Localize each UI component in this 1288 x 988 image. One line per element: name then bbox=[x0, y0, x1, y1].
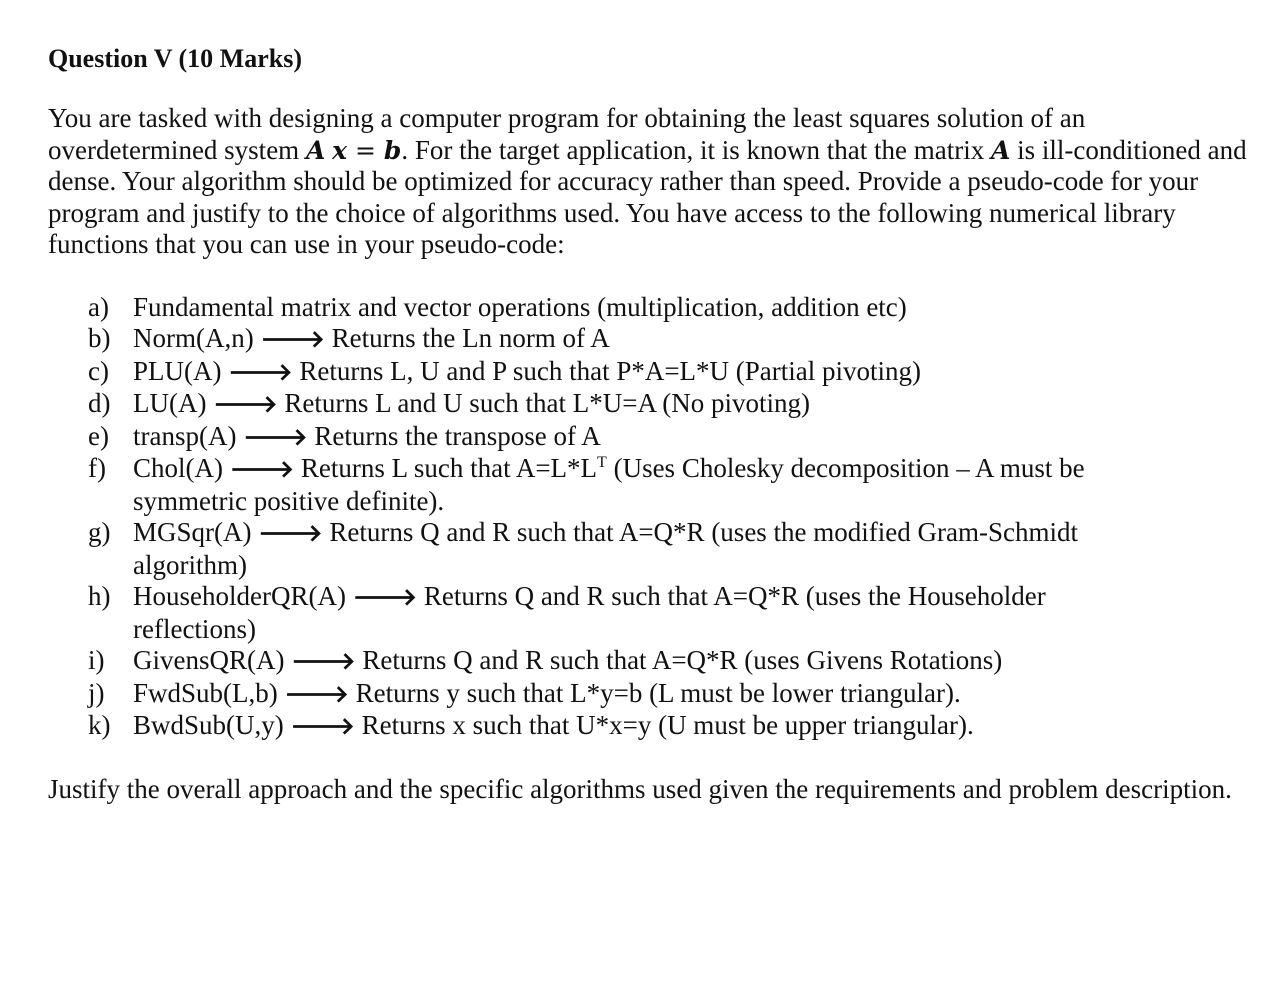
question-heading: Question V (10 Marks) bbox=[48, 44, 302, 73]
list-marker: d) bbox=[88, 388, 111, 418]
function-description: Returns x such that U*x=y (U must be upper triangular). bbox=[354, 710, 974, 740]
math-vector-b: b bbox=[383, 135, 402, 165]
function-description: Returns L such that A=L*L bbox=[294, 453, 598, 483]
list-item-f bbox=[48, 453, 1248, 517]
list-marker: c) bbox=[88, 355, 109, 386]
math-matrix-a-2: A bbox=[990, 135, 1011, 165]
function-description: Returns L, U and P such that P*A=L*U (Partial pivoting) bbox=[292, 355, 922, 386]
question-page bbox=[48, 40, 1248, 805]
intro-text-3: is ill-conditioned and dense. Your algorithm should be optimized for accuracy rather than speed. Provide a pseudo-code for your program and justify to the choice of algorithms used. You have access to the following numerical library functions that you can use in your pseudo-code: bbox=[48, 134, 1247, 259]
list-marker: i) bbox=[88, 645, 105, 675]
list-item-text bbox=[133, 388, 1173, 421]
list-marker: j) bbox=[88, 677, 105, 708]
right-arrow-icon: 🡒 bbox=[352, 583, 418, 611]
function-name: FwdSub(L,b) bbox=[133, 677, 285, 708]
right-arrow-icon: 🡒 bbox=[243, 422, 308, 451]
closing-instruction: Justify the overall approach and the specific algorithms used given the requirements and problem description. bbox=[48, 773, 1232, 804]
function-description: Returns y such that L*y=b (L must be lower triangular). bbox=[348, 677, 961, 708]
function-name: transp(A) bbox=[133, 420, 244, 451]
function-description: Returns Q and R such that A=Q*R (uses the modified Gram-Schmidt algorithm) bbox=[133, 517, 1078, 580]
list-marker: h) bbox=[88, 581, 111, 611]
list-item-d bbox=[48, 388, 1248, 421]
intro-text-1: You are tasked with designing a computer program for obtaining the least squares solution of an overdetermined system bbox=[48, 103, 1086, 165]
list-marker: a) bbox=[88, 291, 109, 322]
intro-text-2: . For the target application, it is known that the matrix bbox=[401, 134, 991, 165]
list-item-text: Fundamental matrix and vector operations (multiplication, addition etc) bbox=[133, 291, 907, 322]
list-item-c bbox=[48, 356, 1248, 389]
right-arrow-icon: 🡒 bbox=[258, 519, 323, 547]
function-description-continued: (Uses Cholesky decomposition – A must be symmetric positive definite). bbox=[133, 453, 1085, 516]
function-description: Returns Q and R such that A=Q*R (uses Givens Rotations) bbox=[355, 645, 1003, 675]
function-name: BwdSub(U,y) bbox=[133, 710, 291, 740]
function-name: MGSqr(A) bbox=[133, 517, 259, 547]
function-description: Returns the Ln norm of A bbox=[324, 323, 610, 353]
list-item-text bbox=[133, 453, 1173, 517]
function-name: Chol(A) bbox=[133, 453, 230, 483]
list-item-g bbox=[48, 517, 1248, 581]
list-marker: g) bbox=[88, 517, 111, 547]
list-item-text bbox=[133, 356, 1173, 389]
list-item-j bbox=[48, 678, 1248, 711]
list-item-e bbox=[48, 421, 1248, 454]
math-equals: = bbox=[347, 135, 384, 165]
function-description: Returns the transpose of A bbox=[307, 420, 601, 451]
function-name: HouseholderQR(A) bbox=[133, 581, 353, 611]
function-name: GivensQR(A) bbox=[133, 645, 292, 675]
right-arrow-icon: 🡒 bbox=[291, 647, 356, 675]
list-item-b bbox=[48, 323, 1248, 356]
list-marker: e) bbox=[88, 420, 109, 451]
library-function-list bbox=[48, 292, 1248, 743]
function-description: Returns Q and R such that A=Q*R (uses the Householder reflections) bbox=[133, 581, 1046, 644]
list-item-text bbox=[133, 678, 1173, 711]
transpose-superscript: T bbox=[597, 454, 607, 471]
list-item-h bbox=[48, 581, 1248, 645]
list-item-text bbox=[133, 421, 1173, 454]
right-arrow-icon: 🡒 bbox=[213, 390, 278, 418]
list-item-text bbox=[133, 710, 1173, 743]
right-arrow-icon: 🡒 bbox=[260, 325, 325, 353]
list-item-i bbox=[48, 645, 1248, 678]
list-marker: b) bbox=[88, 323, 111, 353]
list-item-text bbox=[133, 645, 1173, 678]
math-matrix-a: A bbox=[305, 135, 326, 165]
question-intro bbox=[48, 103, 1248, 261]
list-item-text bbox=[133, 581, 1173, 645]
right-arrow-icon: 🡒 bbox=[284, 679, 349, 708]
list-item-text bbox=[133, 323, 1173, 356]
function-name: Norm(A,n) bbox=[133, 323, 261, 353]
right-arrow-icon: 🡒 bbox=[229, 455, 295, 483]
function-name: PLU(A) bbox=[133, 355, 229, 386]
function-name: LU(A) bbox=[133, 388, 214, 418]
right-arrow-icon: 🡒 bbox=[228, 357, 293, 386]
right-arrow-icon: 🡒 bbox=[290, 712, 355, 740]
list-marker: k) bbox=[88, 710, 111, 740]
math-vector-x: x bbox=[332, 135, 347, 165]
list-marker: f) bbox=[88, 453, 106, 483]
list-item-k bbox=[48, 710, 1248, 743]
function-description: Returns L and U such that L*U=A (No pivoting) bbox=[277, 388, 810, 418]
list-item-text bbox=[133, 517, 1173, 581]
list-item-a bbox=[48, 292, 1248, 324]
